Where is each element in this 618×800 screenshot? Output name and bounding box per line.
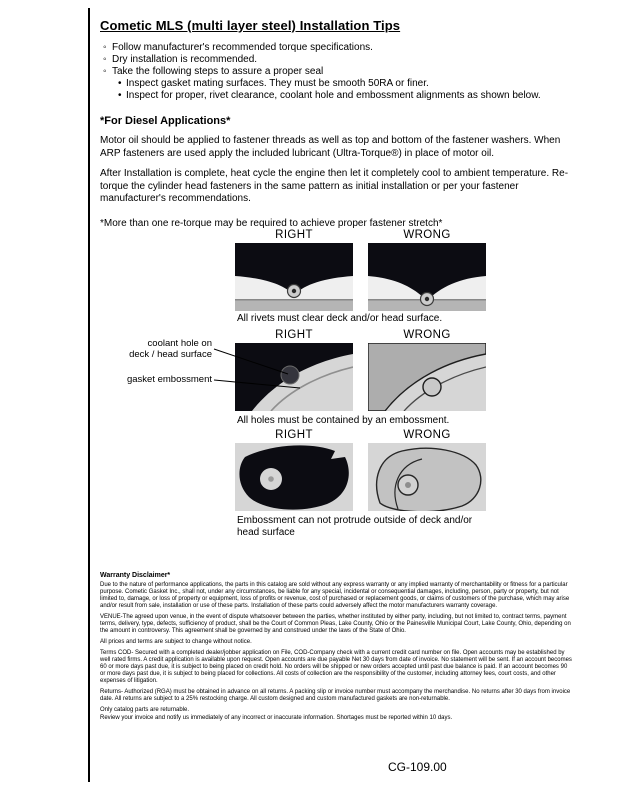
installation-tips-section xyxy=(100,18,576,230)
tip-item xyxy=(100,66,576,78)
figure-embossment-wrong xyxy=(368,443,486,511)
wrong-label-row2: WRONG xyxy=(403,329,451,341)
tip-text: Dry installation is recommended. xyxy=(112,54,258,65)
right-label-row3: RIGHT xyxy=(275,429,313,441)
right-label-row1: RIGHT xyxy=(275,229,313,241)
disclaimer-paragraph: Due to the nature of performance applications, the parts in this catalog are sold without any express warranty or any implied warranty of merchantability or fitness for a particular purpose. Cometic Gasket Inc., shall not, under any circumstances, be liable for any special, incidental or consequential damages, including, person, party or property, but not limited to, damage, or loss of property or equipment, loss of profits or revenue, cost of purchased or replacement goods, or claims of customers of the purchase, which may arise and/or result from sale, installation or use of these parts. Installation of these parts could adversely affect the motor manufacturers warranty coverage. xyxy=(100,582,570,609)
warranty-disclaimer-section xyxy=(100,572,574,726)
circle-bullet-icon: ◦ xyxy=(103,42,107,53)
coolant-hole-callout: coolant hole on deck / head surface xyxy=(129,338,212,360)
figure-rivets-wrong xyxy=(368,243,486,311)
tip-item xyxy=(100,54,576,66)
tip-text: Take the following steps to assure a proper seal xyxy=(112,66,324,77)
coolant-hole xyxy=(423,378,441,396)
wrong-label-row3: WRONG xyxy=(403,429,451,441)
caption-rivets: All rivets must clear deck and/or head surface. xyxy=(237,313,443,324)
circle-bullet-icon: ◦ xyxy=(103,66,107,77)
caption-holes: All holes must be contained by an embossment. xyxy=(237,415,450,426)
tip-sub-item xyxy=(100,90,576,102)
figure-rivets-right xyxy=(235,243,353,311)
gasket-embossment-callout: gasket embossment xyxy=(126,374,212,385)
tip-sub-text: Inspect gasket mating surfaces. They must be smooth 50RA or finer. xyxy=(126,78,429,89)
tip-item xyxy=(100,42,576,54)
page-code: CG-109.00 xyxy=(388,760,447,774)
disclaimer-paragraph: Review your invoice and notify us immediately of any incorrect or inaccurate information. Shortages must be reported within 10 days. xyxy=(100,715,453,721)
diesel-paragraph-2: After Installation is complete, heat cycle the engine then let it completely cool to ambient temperature. Re-torque the cylinder head fasteners in the same pattern as initial installation or per your fastener manufacturer's recommendations. xyxy=(100,168,569,204)
coolant-hole xyxy=(281,366,299,384)
figure-embossment-right xyxy=(235,443,353,511)
disclaimer-paragraph: Only catalog parts are returnable. xyxy=(100,707,190,713)
disclaimer-paragraph: VENUE-The agreed upon venue, in the event of dispute whatsoever between the parties, whether instituted by either party, including, but not limited to, contract terms, payment terms, delivery, type, defects, sufficiency of product, shall be the Court of Common Pleas, Lake County, Ohio or the Painesville Municipal Court, Lake County, Ohio, depending on the amount in controversy. This agreement shall be governed by and construed under the laws of the State of Ohio. xyxy=(100,614,571,634)
wrong-label-row1: WRONG xyxy=(403,229,451,241)
figure-holes-right xyxy=(235,343,353,411)
right-label-row2: RIGHT xyxy=(275,329,313,341)
disclaimer-paragraph: Terms COD- Secured with a completed dealer/jobber application on File, COD-Company check with a current credit card number on file. Open accounts may be established by well rated firms. A credit application is available upon request. Open accounts are due payable Net 30 days from date of invoice. No statement will be sent. If an account becomes 60 or more days past due, it is subject to being placed on credit hold. No orders will be shipped or new orders accepted until past due balance is paid. If an account becomes 90 or more days past due, it is subject to being placed for collections. All costs of collection are the responsibility of the customer, including attorney fees, court costs, and other expenses of litigation. xyxy=(100,650,572,684)
diesel-applications-heading: *For Diesel Applications* xyxy=(100,115,231,127)
figure-holes-wrong xyxy=(368,343,486,411)
dot-bullet-icon: • xyxy=(118,78,122,89)
disclaimer-paragraph: Returns- Authorized (RGA) must be obtained in advance on all returns. A packing slip or invoice number must accompany the merchandise. No returns after 30 days from invoice date. All returns are subject to a 25% restocking charge. All custom designed and custom manufactured gaskets are non-returnable. xyxy=(100,689,571,702)
tip-sub-text: Inspect for proper, rivet clearance, coolant hole and embossment alignments as shown below. xyxy=(126,90,541,101)
tip-text: Follow manufacturer's recommended torque specifications. xyxy=(112,42,373,53)
circle-bullet-icon: ◦ xyxy=(103,54,107,65)
page-title: Cometic MLS (multi layer steel) Installation Tips xyxy=(100,18,401,33)
tip-sub-item xyxy=(100,78,576,90)
retorque-note: *More than one re-torque may be required to achieve proper fastener stretch* xyxy=(100,217,443,229)
warranty-disclaimer-heading: Warranty Disclaimer* xyxy=(100,572,171,579)
dot-bullet-icon: • xyxy=(118,90,122,101)
disclaimer-paragraph: All prices and terms are subject to change without notice. xyxy=(100,639,252,645)
diesel-paragraph-1: Motor oil should be applied to fastener threads as well as top and bottom of the fastener washers. When ARP fasteners are used apply the included lubricant (Ultra-Torque®) in place of motor oil. xyxy=(100,135,561,159)
caption-embossment: Embossment can not protrude outside of deck and/or head surface xyxy=(237,515,473,538)
diagram-section xyxy=(0,228,618,548)
